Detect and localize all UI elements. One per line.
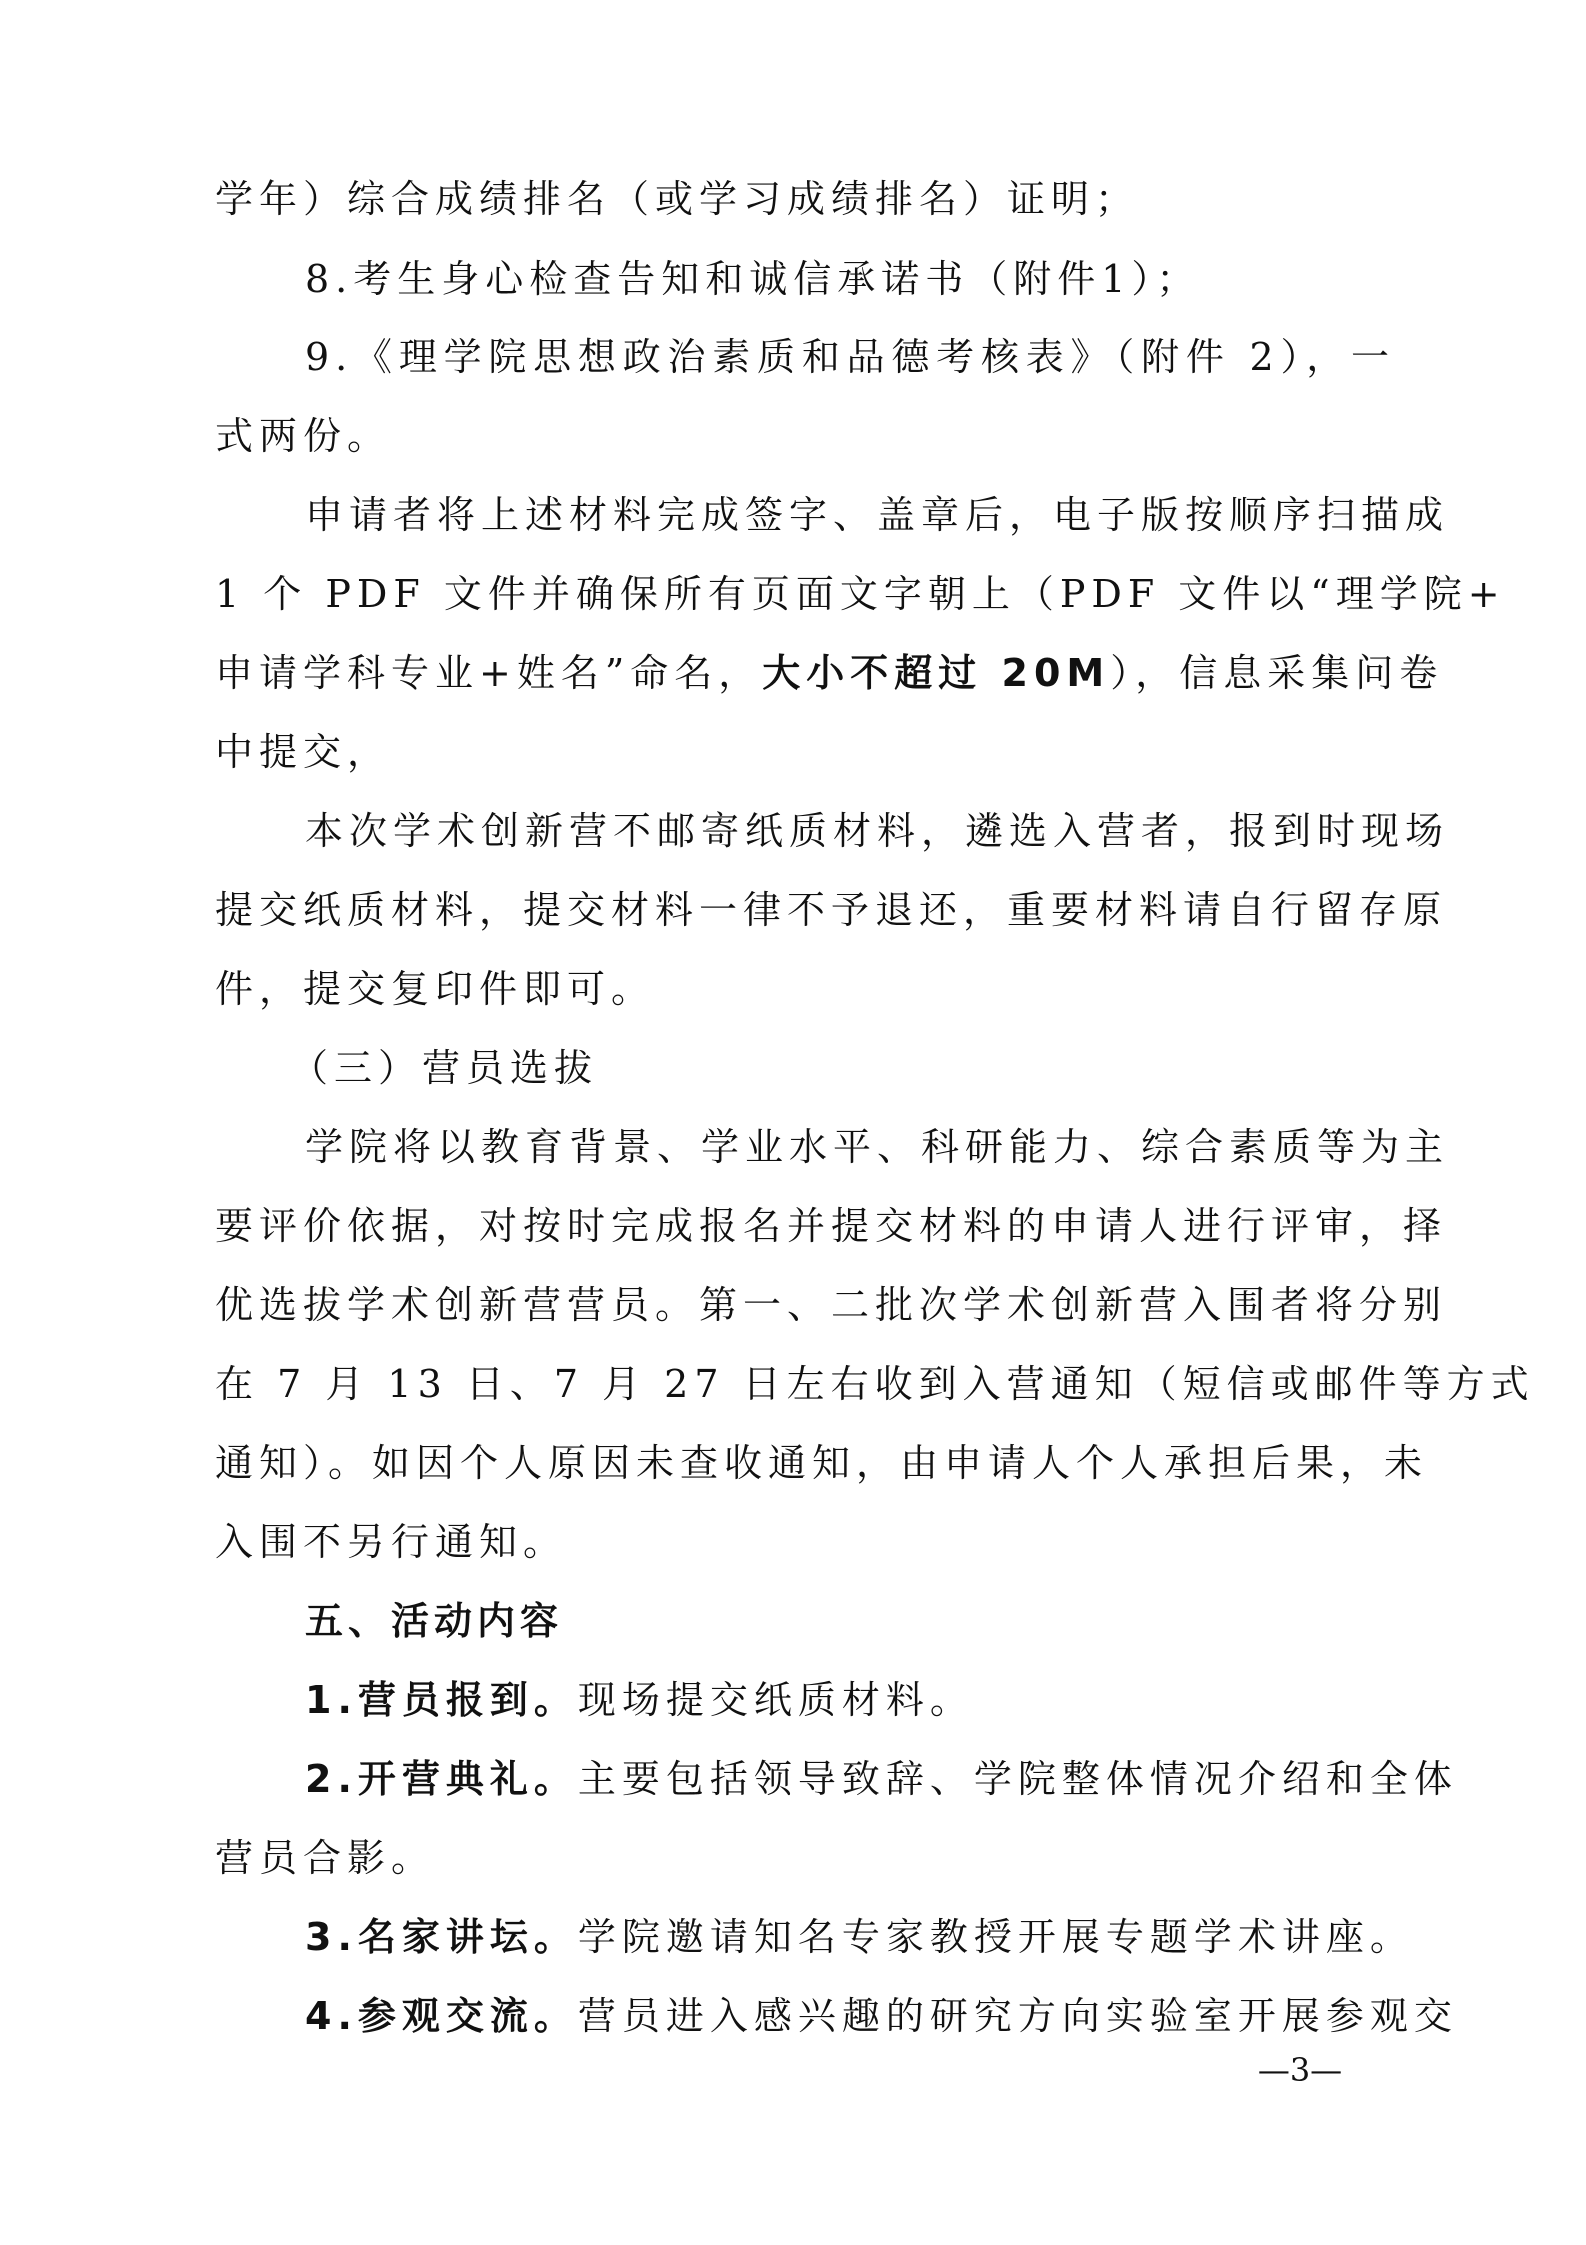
line-8-text: 中提交， [215, 730, 392, 774]
section-heading-selection [290, 1029, 1395, 1107]
activity-2-title: 2.开营典礼。 [305, 1757, 578, 1801]
line-13-text: 学院将以教育背景、学业水平、科研能力、综合素质等为主 [305, 1125, 1450, 1169]
size-limit-bold: 大小不超过 20M [762, 651, 1111, 695]
paragraph-selection-line-3 [215, 1266, 1448, 1344]
activity-item-1 [305, 1661, 1395, 1739]
paragraph-selection-line-6 [215, 1503, 1395, 1581]
text-line-1 [215, 160, 1395, 238]
line-9-text: 本次学术创新营不邮寄纸质材料，遴选入营者，报到时现场 [305, 809, 1450, 853]
line-5-text: 申请者将上述材料完成签字、盖章后，电子版按顺序扫描成 [305, 493, 1450, 537]
paragraph-selection-line-4 [215, 1345, 1535, 1423]
page-number: —3— [1257, 2051, 1343, 2089]
paragraph-submission-line-1 [305, 476, 1450, 554]
line-19-text: 五、活动内容 [305, 1599, 564, 1643]
line-6-text: 1 个 PDF 文件并确保所有页面文字朝上（PDF 文件以“理学院+ [215, 572, 1506, 616]
paragraph-submission-line-2 [215, 555, 1506, 633]
line-4-text: 式两份。 [215, 414, 392, 458]
line-15-text: 优选拔学术创新营营员。第一、二批次学术创新营入围者将分别 [215, 1283, 1448, 1327]
line-16-text: 在 7 月 13 日、7 月 27 日左右收到入营通知（短信或邮件等方式 [215, 1362, 1535, 1406]
activity-3-title: 3.名家讲坛。 [305, 1915, 578, 1959]
activity-item-2-cont [215, 1819, 1395, 1897]
list-item-8-text: 8.考生身心检查告知和诚信承诺书（附件1）； [305, 257, 1201, 301]
activity-1-title: 1.营员报到。 [305, 1678, 578, 1722]
activity-1-desc: 现场提交纸质材料。 [577, 1678, 974, 1722]
section-heading-activities [305, 1582, 1395, 1660]
line-17-text: 通知）。如因个人原因未查收通知，由申请人个人承担后果，未 [215, 1441, 1429, 1485]
list-item-9 [305, 318, 1395, 396]
paragraph-selection-line-5 [215, 1424, 1429, 1502]
activity-4-title: 4.参观交流。 [305, 1994, 578, 2038]
activity-item-3 [305, 1898, 1414, 1976]
activity-4-desc: 营员进入感兴趣的研究方向实验室开展参观交 [577, 1994, 1458, 2038]
line-18-text: 入围不另行通知。 [215, 1520, 568, 1564]
line-12-text: （三）营员选拔 [290, 1046, 599, 1090]
activity-item-4 [305, 1977, 1458, 2055]
paragraph-selection-line-1 [305, 1108, 1450, 1186]
line-1-text: 学年）综合成绩排名（或学习成绩排名）证明； [215, 177, 1140, 221]
line-10-text: 提交纸质材料，提交材料一律不予退还，重要材料请自行留存原 [215, 888, 1448, 932]
paragraph-paper-line-1 [305, 792, 1450, 870]
list-item-9-text: 9.《理学院思想政治素质和品德考核表》（附件 2），一 [305, 335, 1395, 379]
line-22-text: 营员合影。 [215, 1836, 436, 1880]
activity-2-desc: 主要包括领导致辞、学院整体情况介绍和全体 [577, 1757, 1458, 1801]
list-item-8 [305, 240, 1395, 318]
text-line-4 [215, 397, 1395, 475]
paragraph-paper-line-3 [215, 950, 1395, 1028]
paragraph-paper-line-2 [215, 871, 1448, 949]
line-7-post-text: ），信息采集问卷 [1110, 651, 1444, 695]
line-7-pre-text: 申请学科专业+姓名”命名， [215, 651, 763, 695]
paragraph-selection-line-2 [215, 1187, 1448, 1265]
activity-3-desc: 学院邀请知名专家教授开展专题学术讲座。 [577, 1915, 1414, 1959]
activity-item-2 [305, 1740, 1458, 1818]
paragraph-submission-line-4 [215, 713, 1395, 791]
paragraph-submission-line-3 [215, 634, 1444, 712]
line-14-text: 要评价依据，对按时完成报名并提交材料的申请人进行评审，择 [215, 1204, 1448, 1248]
line-11-text: 件，提交复印件即可。 [215, 967, 656, 1011]
